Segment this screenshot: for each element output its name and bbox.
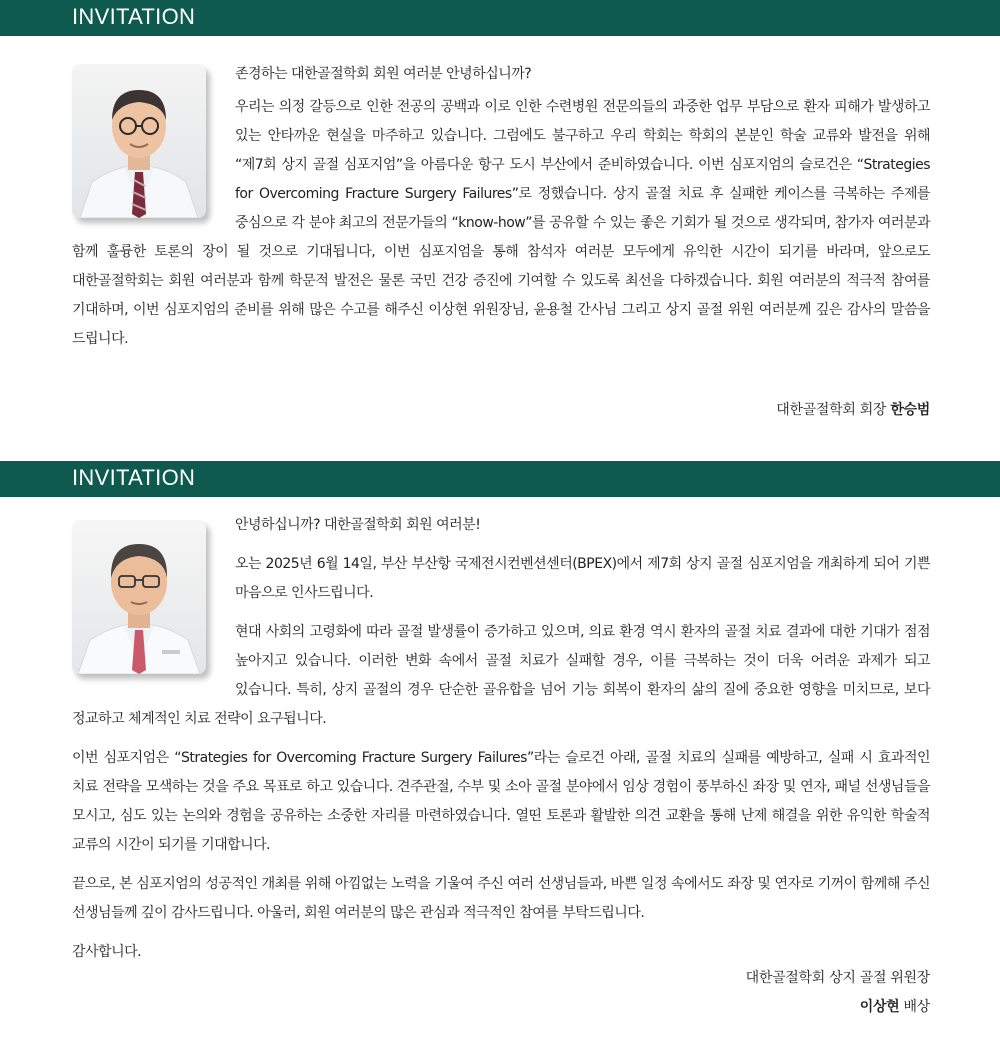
section2-signature-title: 대한골절학회 상지 골절 위원장 bbox=[745, 970, 930, 986]
section2-signature bbox=[746, 964, 930, 1022]
section2-signature-name: 이상현 bbox=[859, 999, 900, 1015]
section2-signature-suffix: 배상 bbox=[903, 999, 930, 1015]
section2-letter bbox=[72, 511, 930, 967]
section2-closing: 감사합니다. bbox=[72, 944, 142, 960]
section2-para3: 이번 심포지엄은 “Strategies for Overcoming Fracture Surgery Failures”라는 슬로건 아래, 골절 치료의 실패를 예방하고, 실패 시 효과적인 치료 전략을 모색하는 것을 주요 목표로 하고 있습니다. 견주관절, 수부 및 소아 골절 분야에서 임상 경험이 풍부하신 좌장 및 연자, 패널 선생님들을 모시고, 심도 있는 논의와 경험을 공유하는 소중한 자리를 마련하였습니다. 열띤 토론과 활발한 의견 교환을 통해 난제 해결을 위한 유익한 학술적 교류의 시간이 되기를 기대합니다. bbox=[72, 750, 930, 853]
section2-para2: 현대 사회의 고령화에 따라 골절 발생률이 증가하고 있으며, 의료 환경 역시 환자의 골절 치료 결과에 대한 기대가 점점 높아지고 있습니다. 이러한 변화 속에서 골절 치료가 실패할 경우, 이를 극복하는 것이 더욱 어려운 과제가 되고 있습니다. 특히, 상지 골절의 경우 단순한 골유합을 넘어 기능 회복이 환자의 삶의 질에 중요한 영향을 미치므로, 보다 정교하고 체계적인 치료 전략이 요구됩니다. bbox=[72, 624, 930, 727]
section1-signature-name: 한승범 bbox=[890, 402, 930, 418]
section1-header-title: INVITATION bbox=[72, 4, 196, 29]
section1-letter bbox=[72, 60, 930, 354]
section2-header-title: INVITATION bbox=[72, 465, 196, 490]
section1-header-band bbox=[0, 0, 1000, 36]
section1-body: 우리는 의정 갈등으로 인한 전공의 공백과 이로 인한 수련병원 전문의들의 과중한 업무 부담으로 환자 피해가 발생하고 있는 안타까운 현실을 마주하고 있습니다. 그럼에도 불구하고 우리 학회는 학회의 본분인 학술 교류와 발전을 위해 “제7회 상지 골절 심포지엄”을 아름다운 항구 도시 부산에서 준비하였습니다. 이번 심포지엄의 슬로건은 “Strategies for Overcoming Fracture Surgery Failures”로 정했습니다. 상지 골절 치료 후 실패한 케이스를 극복하는 주제를 중심으로 각 분야 최고의 전문가들의 “know-how”를 공유할 수 있는 좋은 기회가 될 것으로 생각되며, 참가자 여러분과 함께 훌륭한 토론의 장이 될 것으로 기대됩니다, 이번 심포지엄을 통해 참석자 여러분 모두에게 유익한 시간이 되기를 바라며, 앞으로도 대한골절학회는 회원 여러분과 함께 학문적 발전은 물론 국민 건강 증진에 기여할 수 있도록 최선을 다하겠습니다. 회원 여러분의 적극적 참여를 기대하며, 이번 심포지엄의 준비를 위해 많은 수고를 해주신 이상현 위원장님, 윤용철 간사님 그리고 상지 골절 위원 여러분께 깊은 감사의 말씀을 드립니다. bbox=[72, 99, 930, 347]
section2-greeting: 안녕하십니까? 대한골절학회 회원 여러분! bbox=[235, 517, 481, 533]
section1-signature bbox=[776, 399, 930, 419]
section2-para4: 끝으로, 본 심포지엄의 성공적인 개최를 위해 아낌없는 노력을 기울여 주신 여러 선생님들과, 바쁜 일정 속에서도 좌장 및 연자로 기꺼이 함께해 주신 선생님들께 깊이 감사드립니다. 아울러, 회원 여러분의 많은 관심과 적극적인 참여를 부탁드립니다. bbox=[72, 876, 930, 921]
section1-signature-title: 대한골절학회 회장 bbox=[776, 402, 887, 418]
section2-signature-line bbox=[746, 993, 930, 1022]
section2-para1: 오는 2025년 6월 14일, 부산 부산항 국제전시컨벤션센터(BPEX)에서 제7회 상지 골절 심포지엄을 개최하게 되어 기쁜 마음으로 인사드립니다. bbox=[235, 556, 930, 601]
section2-header-band bbox=[0, 461, 1000, 497]
section1-greeting: 존경하는 대한골절학회 회원 여러분 안녕하십니까? bbox=[235, 66, 532, 82]
